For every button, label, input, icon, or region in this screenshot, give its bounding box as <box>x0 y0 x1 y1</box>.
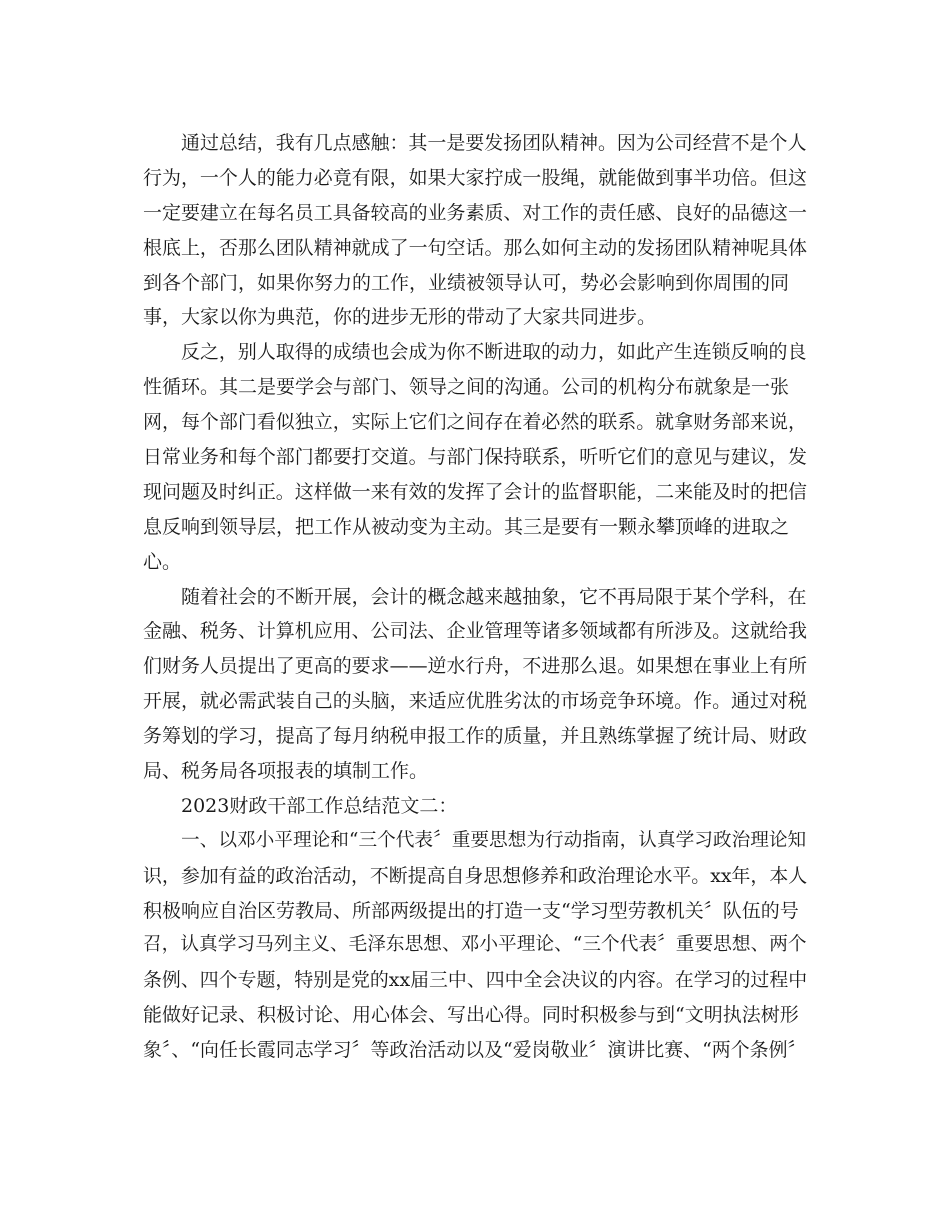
paragraph-line: 行为，一个人的能力必竟有限，如果大家拧成一股绳，就能做到事半功倍。但这 <box>143 166 807 189</box>
paragraph-line: 开展，就必需武装自己的头脑，来适应优胜劣汰的市场竞争环境。作。通过对税 <box>143 690 807 713</box>
paragraph-line: 象〞、“向任长霞同志学习〞等政治活动以及“爱岗敬业〞演讲比赛、“两个条例〞 <box>143 1039 807 1062</box>
paragraph-line: 到各个部门，如果你努力的工作，业绩被领导认可，势必会影响到你周围的同 <box>143 271 790 294</box>
paragraph-line: 日常业务和每个部门都要打交道。与部门保持联系，听听它们的意见与建议，发 <box>143 446 807 469</box>
paragraph-line: 通过总结，我有几点感触：其一是要发扬团队精神。因为公司经营不是个人 <box>181 132 807 154</box>
paragraph-line: 一、以邓小平理论和“三个代表〞重要思想为行动指南，认真学习政治理论知 <box>181 829 807 851</box>
paragraph-line: 性循环。其二是要学会与部门、领导之间的沟通。公司的机构分布就象是一张 <box>143 376 790 399</box>
paragraph-line: 随着社会的不断开展，会计的概念越来越抽象，它不再局限于某个学科，在 <box>181 585 807 608</box>
paragraph-line: 网，每个部门看似独立，实际上它们之间存在着必然的联系。就拿财务部来说， <box>143 411 807 434</box>
paragraph-line: 一定要建立在每名员工具备较高的业务素质、对工作的责任感、良好的品德这一 <box>143 201 807 224</box>
paragraph-line: 根底上，否那么团队精神就成了一句空话。那么如何主动的发扬团队精神呢具体 <box>143 236 807 259</box>
paragraph-line: 务筹划的学习，提高了每月纳税申报工作的质量，并且熟练掌握了统计局、财政 <box>143 725 807 748</box>
paragraph-line: 局、税务局各项报表的填制工作。 <box>143 760 429 783</box>
paragraph-line: 息反响到领导层，把工作从被动变为主动。其三是要有一颗永攀顶峰的进取之 <box>143 515 790 538</box>
paragraph-line: 心。 <box>143 550 182 573</box>
paragraph-line: 识，参加有益的政治活动，不断提高自身思想修养和政治理论水平。xx年，本人 <box>143 864 808 887</box>
paragraph-line: 们财务人员提出了更高的要求——逆水行舟，不进那么退。如果想在事业上有所 <box>143 655 807 678</box>
paragraph-line: 反之，别人取得的成绩也会成为你不断进取的动力，如此产生连锁反响的良 <box>181 341 807 364</box>
paragraph-line: 事，大家以你为典范，你的进步无形的带动了大家共同进步。 <box>143 306 657 329</box>
document-body <box>143 126 807 1068</box>
paragraph-line: 现问题及时纠正。这样做一来有效的发挥了会计的监督职能，二来能及时的把信 <box>143 480 807 503</box>
paragraph-line: 能做好记录、积极讨论、用心体会、写出心得。同时积极参与到“文明执法树形 <box>143 1004 799 1027</box>
paragraph-line: 召，认真学习马列主义、毛泽东思想、邓小平理论、“三个代表〞重要思想、两个 <box>143 934 807 956</box>
paragraph-line: 积极响应自治区劳教局、所部两级提出的打造一支“学习型劳教机关〞队伍的号 <box>143 899 799 922</box>
section-heading: 2023财政干部工作总结范文二： <box>181 794 458 817</box>
paragraph-line: 金融、税务、计算机应用、公司法、企业管理等诸多领域都有所涉及。这就给我 <box>143 620 807 643</box>
paragraph-line: 条例、四个专题，特别是党的xx届三中、四中全会决议的内容。在学习的过程中 <box>143 969 808 992</box>
